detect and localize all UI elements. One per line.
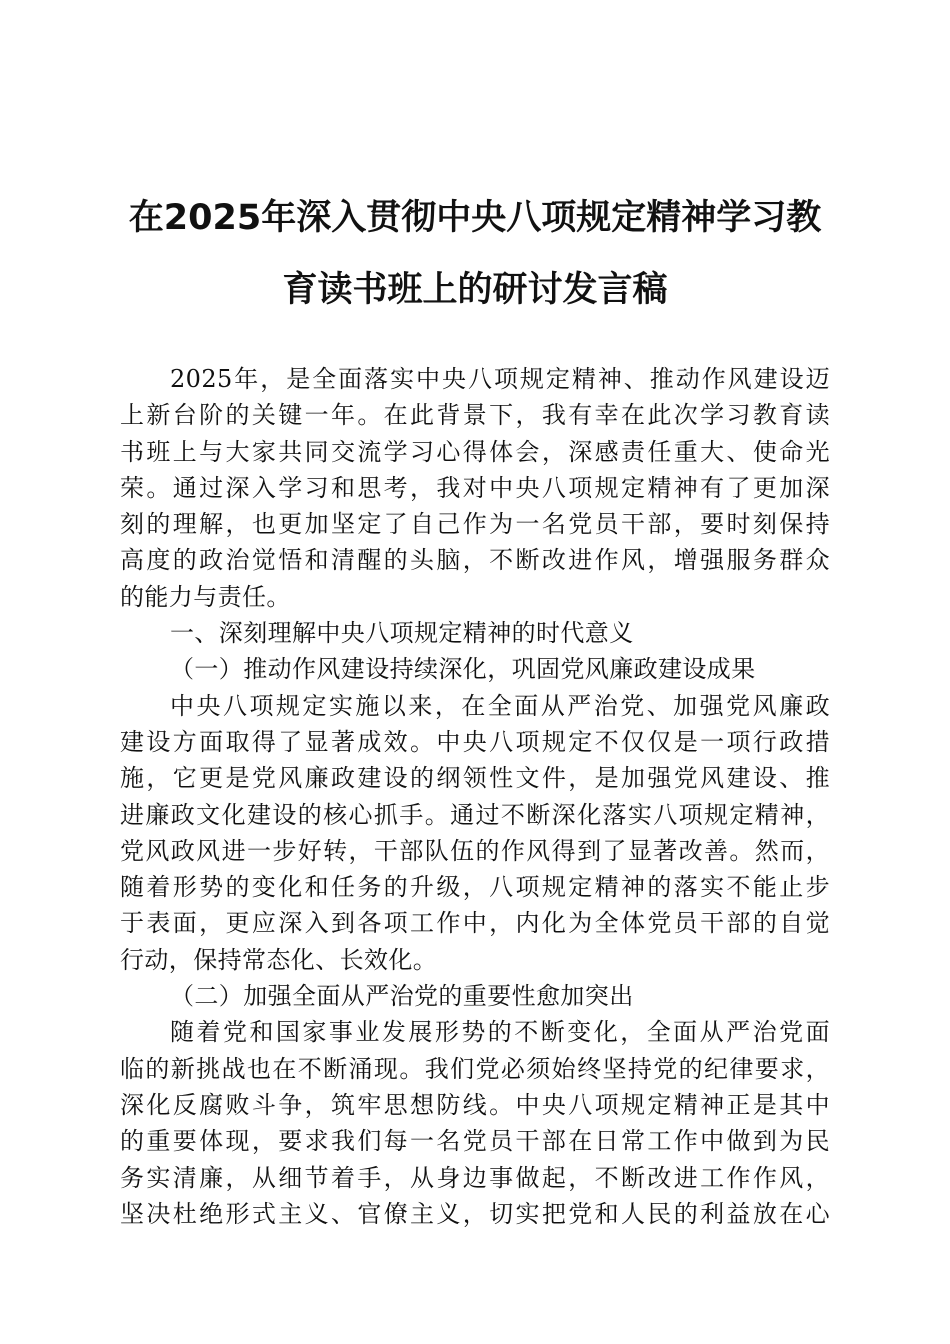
section-heading-1: 一、深刻理解中央八项规定精神的时代意义 (170, 619, 634, 648)
paragraph-3-line: 的重要体现，要求我们每一名党员干部在日常工作中做到为民 (120, 1127, 830, 1156)
paragraph-2-line: 于表面，更应深入到各项工作中，内化为全体党员干部的自觉 (120, 909, 830, 938)
subsection-heading-1: （一）推动作风建设持续深化，巩固党风廉政建设成果 (170, 655, 756, 684)
paragraph-1-line: 2025年，是全面落实中央八项规定精神、推动作风建设迈 (170, 365, 830, 393)
paragraph-3-line: 深化反腐败斗争，筑牢思想防线。中央八项规定精神正是其中 (120, 1090, 830, 1119)
paragraph-3-line: 临的新挑战也在不断涌现。我们党必须始终坚持党的纪律要求， (120, 1054, 830, 1083)
paragraph-2-line: 随着形势的变化和任务的升级，八项规定精神的落实不能止步 (120, 873, 830, 902)
paragraph-1-line: 书班上与大家共同交流学习心得体会，深感责任重大、使命光 (120, 437, 830, 466)
paragraph-2-line: 中央八项规定实施以来，在全面从严治党、加强党风廉政 (170, 691, 830, 720)
paragraph-1-line: 上新台阶的关键一年。在此背景下，我有幸在此次学习教育读 (120, 401, 830, 430)
paragraph-1-line: 荣。通过深入学习和思考，我对中央八项规定精神有了更加深 (120, 473, 830, 502)
paragraph-1-line: 刻的理解，也更加坚定了自己作为一名党员干部，要时刻保持 (120, 510, 830, 539)
paragraph-2-line: 行动，保持常态化、长效化。 (120, 945, 438, 974)
paragraph-1-line: 的能力与责任。 (120, 582, 291, 611)
paragraph-2-line: 党风政风进一步好转，干部队伍的作风得到了显著改善。然而， (120, 836, 830, 865)
document-body (120, 361, 830, 1232)
document-title-line-2: 育读书班上的研讨发言稿 (282, 270, 668, 310)
paragraph-2-line: 建设方面取得了显著成效。中央八项规定不仅仅是一项行政措 (120, 727, 830, 756)
document-title-line-1: 在2025年深入贯彻中央八项规定精神学习教 (128, 198, 822, 238)
paragraph-3-line: 随着党和国家事业发展形势的不断变化，全面从严治党面 (170, 1018, 830, 1047)
subsection-heading-2: （二）加强全面从严治党的重要性愈加突出 (170, 982, 634, 1011)
paragraph-2-line: 进廉政文化建设的核心抓手。通过不断深化落实八项规定精神， (120, 800, 830, 829)
paragraph-3-line: 务实清廉，从细节着手，从身边事做起，不断改进工作作风， (120, 1163, 830, 1192)
paragraph-2-line: 施，它更是党风廉政建设的纲领性文件，是加强党风建设、推 (120, 764, 830, 793)
paragraph-3-line: 坚决杜绝形式主义、官僚主义，切实把党和人民的利益放在心 (120, 1199, 830, 1228)
paragraph-1-line: 高度的政治觉悟和清醒的头脑，不断改进作风，增强服务群众 (120, 546, 830, 575)
